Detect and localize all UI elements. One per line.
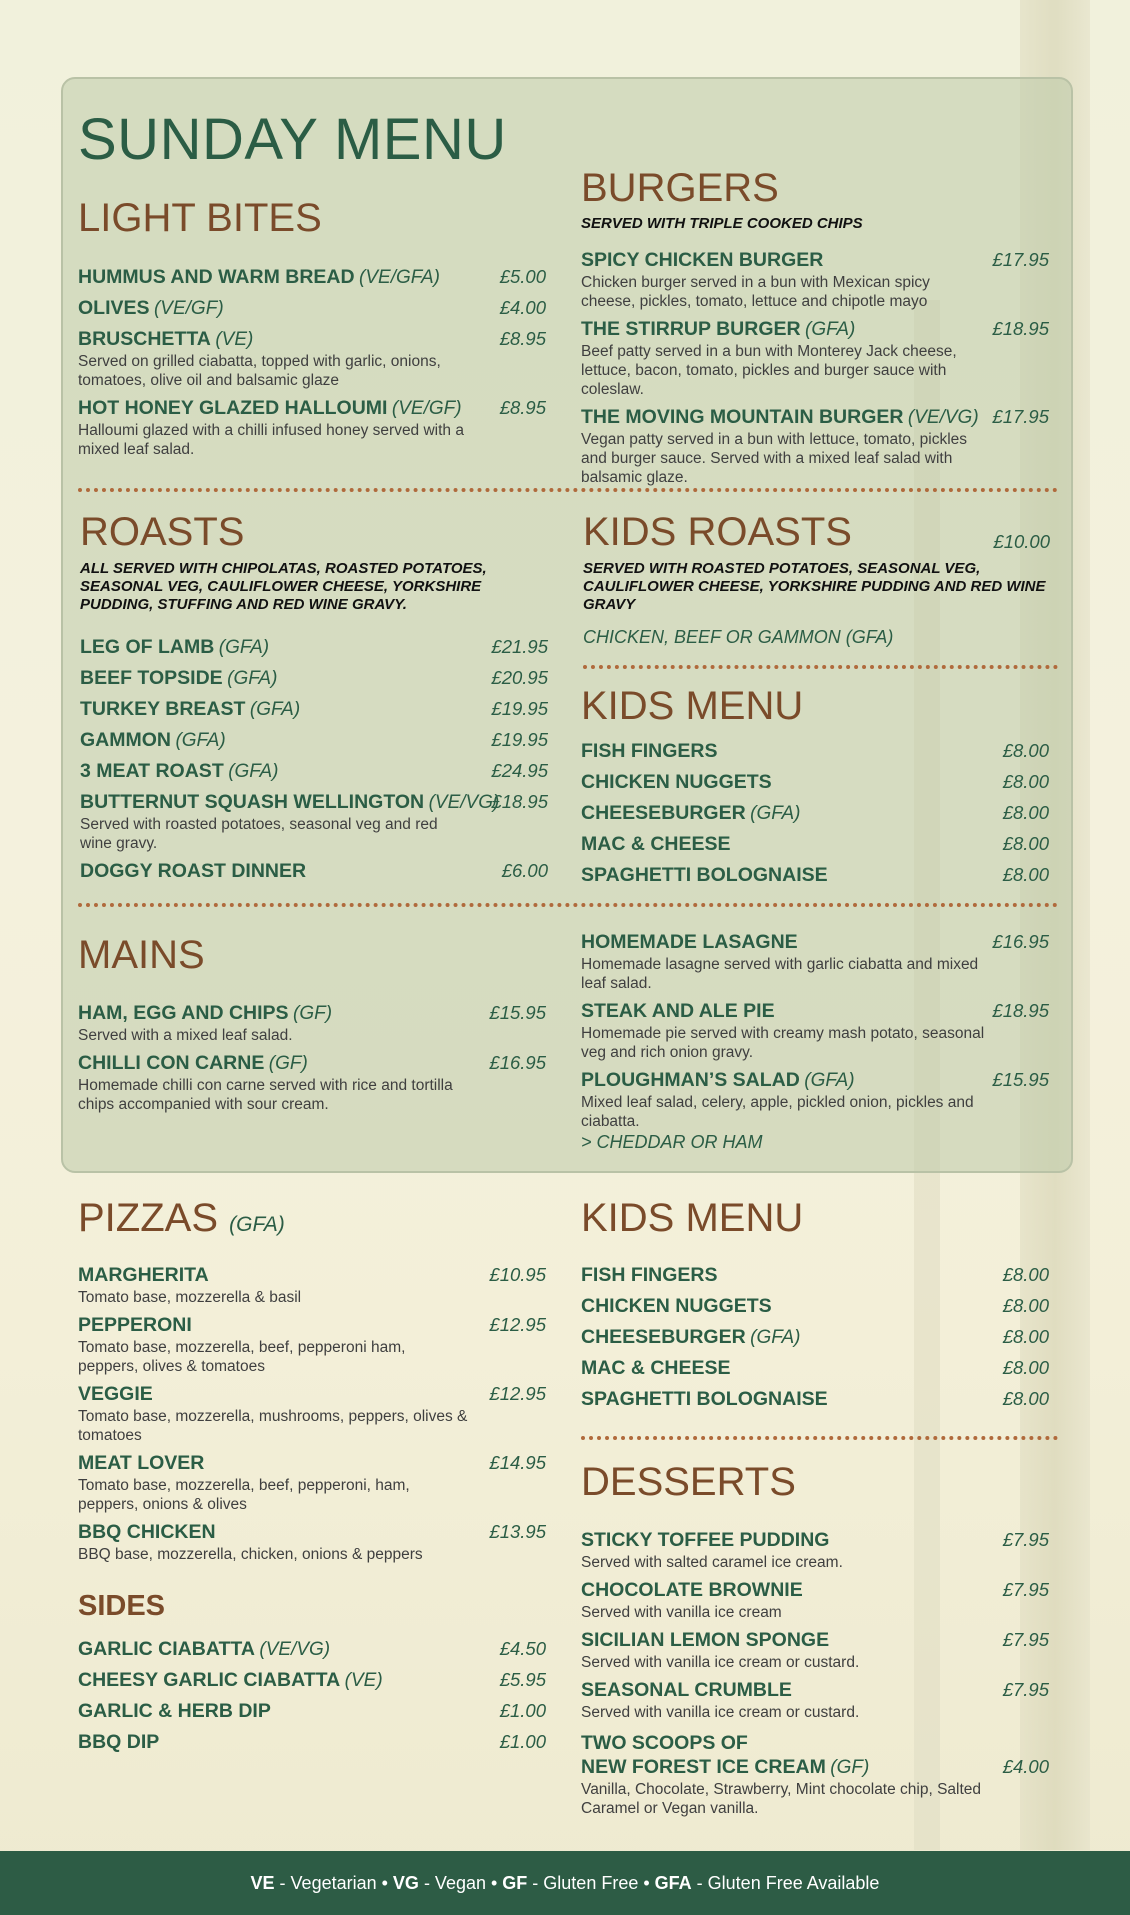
menu-item-row: [78, 328, 546, 352]
menu-item-row: [581, 1295, 1049, 1319]
item-price: £8.00: [1002, 1264, 1049, 1285]
menu-item-row: [581, 1069, 1049, 1093]
roasts-note: ALL SERVED WITH CHIPOLATAS, ROASTED POTATOES, SEASONAL VEG, CAULIFLOWER CHEESE, YORKSHIRE PUDDING, STUFFING AND RED WINE GRAVY.: [80, 560, 487, 613]
menu-item: [581, 249, 1049, 311]
item-price: £12.95: [489, 1383, 546, 1404]
legend-gf: GF: [502, 1873, 528, 1893]
item-tag: (GFA): [750, 803, 801, 824]
item-price: £8.95: [499, 397, 546, 418]
legend-vg-text: - Vegan •: [418, 1873, 503, 1893]
menu-item-row: [581, 249, 1049, 273]
menu-item-row: [80, 636, 548, 660]
item-tag: (GFA): [218, 637, 270, 658]
item-desc: Tomato base, mozzerella, beef, pepperoni ham, peppers, olives & tomatoes: [78, 1339, 406, 1375]
menu-item: [581, 1529, 1049, 1572]
menu-item-row: [78, 1731, 546, 1755]
menu-item-row: [581, 931, 1049, 955]
item-price: £15.95: [992, 1069, 1049, 1090]
kids-menu-list-2: [581, 1264, 1049, 1419]
item-price: £8.00: [1002, 802, 1049, 823]
item-name: FISH FINGERS: [581, 740, 718, 762]
ice-cream-line1-row: [581, 1732, 1049, 1756]
item-price: £7.95: [1002, 1579, 1049, 1600]
item-price: £16.95: [992, 931, 1049, 952]
menu-item-row: [581, 318, 1049, 342]
menu-item: [80, 698, 548, 722]
menu-item: [78, 1700, 546, 1724]
item-name: SPAGHETTI BOLOGNAISE: [581, 864, 828, 886]
item-price: £6.00: [501, 860, 548, 881]
kids-roasts-note: SERVED WITH ROASTED POTATOES, SEASONAL VEG, CAULIFLOWER CHEESE, YORKSHIRE PUDDING AND RED WINE GRAVY: [583, 560, 1046, 613]
roasts-heading: ROASTS: [80, 510, 245, 554]
item-desc: Mixed leaf salad, celery, apple, pickled onion, pickles and ciabatta.: [581, 1094, 974, 1130]
item-name: GARLIC CIABATTA: [78, 1638, 255, 1660]
item-name: BRUSCHETTA: [78, 328, 211, 350]
menu-item-row: [581, 1579, 1049, 1603]
menu-item-row: [78, 297, 546, 321]
item-price: £21.95: [491, 636, 548, 657]
menu-item-row: [78, 1669, 546, 1693]
item-price: £18.95: [491, 791, 548, 812]
item-name: STICKY TOFFEE PUDDING: [581, 1529, 830, 1551]
mains-right-list: [581, 931, 1049, 1138]
item-tag: (VE/GF): [153, 298, 224, 319]
roasts-list: [80, 636, 548, 891]
menu-item: [581, 1069, 1049, 1131]
item-price: £15.95: [489, 1002, 546, 1023]
kids-roasts-heading: KIDS ROASTS: [583, 510, 852, 554]
item-name: BBQ DIP: [78, 1731, 160, 1753]
legend-ve-text: - Vegetarian •: [274, 1873, 393, 1893]
ice-cream-price: £4.00: [1002, 1756, 1049, 1777]
item-name: CHEESY GARLIC CIABATTA: [78, 1669, 341, 1691]
menu-item-row: [581, 771, 1049, 795]
item-price: £8.00: [1002, 864, 1049, 885]
light-bites-list: [78, 266, 546, 466]
item-price: £10.95: [489, 1264, 546, 1285]
item-tag: (GF): [293, 1003, 333, 1024]
item-name: SICILIAN LEMON SPONGE: [581, 1629, 830, 1651]
menu-item-row: [581, 1326, 1049, 1350]
item-name: BBQ CHICKEN: [78, 1521, 216, 1543]
menu-item-row: [581, 1000, 1049, 1024]
item-desc: Homemade lasagne served with garlic ciabatta and mixed leaf salad.: [581, 956, 979, 992]
menu-item: [78, 1731, 546, 1755]
item-name: CHICKEN NUGGETS: [581, 1295, 772, 1317]
page-title: SUNDAY MENU: [78, 107, 507, 172]
item-name: SEASONAL CRUMBLE: [581, 1679, 792, 1701]
ice-cream-tag: (GF): [830, 1757, 870, 1778]
menu-item: [581, 1629, 1049, 1672]
menu-item: [581, 318, 1049, 399]
sides-heading: SIDES: [78, 1590, 166, 1622]
item-tag: (GF): [268, 1053, 308, 1074]
menu-item: [581, 1326, 1049, 1350]
item-name: GAMMON: [80, 729, 171, 751]
item-price: £4.00: [499, 297, 546, 318]
item-price: £19.95: [491, 698, 548, 719]
menu-item: [581, 406, 1049, 487]
menu-item: [78, 1383, 546, 1445]
menu-item-row: [78, 397, 546, 421]
item-price: £17.95: [992, 406, 1049, 427]
light-bites-heading: LIGHT BITES: [78, 196, 322, 240]
burgers-note: SERVED WITH TRIPLE COOKED CHIPS: [581, 215, 863, 232]
menu-item-row: [78, 1264, 546, 1288]
menu-item-row: [581, 802, 1049, 826]
menu-item-row: [80, 729, 548, 753]
item-desc: Tomato base, mozzerella & basil: [78, 1289, 302, 1306]
item-desc: Tomato base, mozzerella, mushrooms, peppers, olives & tomatoes: [78, 1408, 468, 1444]
menu-item-row: [581, 1388, 1049, 1412]
item-name: OLIVES: [78, 297, 150, 319]
item-name: CHEESEBURGER: [581, 802, 746, 824]
menu-item-row: [78, 266, 546, 290]
menu-item: [80, 860, 548, 884]
item-desc: Served on grilled ciabatta, topped with garlic, onions, tomatoes, olive oil and balsamic glaze: [78, 353, 441, 389]
pizzas-heading-text: PIZZAS: [78, 1196, 219, 1240]
legend-ve: VE: [250, 1873, 275, 1893]
menu-item: [581, 802, 1049, 826]
item-name: SPAGHETTI BOLOGNAISE: [581, 1388, 828, 1410]
kids-menu-list: [581, 740, 1049, 895]
pizzas-list: [78, 1264, 546, 1571]
item-name: CHEESEBURGER: [581, 1326, 746, 1348]
item-price: £4.50: [499, 1638, 546, 1659]
item-tag: (VE/GF): [391, 398, 462, 419]
item-name: CHICKEN NUGGETS: [581, 771, 772, 793]
item-name: THE MOVING MOUNTAIN BURGER: [581, 406, 904, 428]
menu-item: [581, 1679, 1049, 1722]
item-name: DOGGY ROAST DINNER: [80, 860, 307, 882]
item-price: £24.95: [491, 760, 548, 781]
divider-dots: [78, 488, 1058, 492]
menu-item: [78, 1452, 546, 1514]
mains-left-list: [78, 1002, 546, 1121]
menu-item-row: [581, 833, 1049, 857]
item-name: VEGGIE: [78, 1383, 153, 1405]
item-name: STEAK AND ALE PIE: [581, 1000, 775, 1022]
menu-item-row: [78, 1521, 546, 1545]
item-price: £8.00: [1002, 1326, 1049, 1347]
item-tag: (GFA): [228, 761, 279, 782]
item-desc: Served with roasted potatoes, seasonal veg and red wine gravy.: [80, 816, 438, 852]
menu-item: [78, 1314, 546, 1376]
sides-list: [78, 1638, 546, 1762]
menu-item: [581, 1579, 1049, 1622]
menu-item: [80, 636, 548, 660]
item-tag: (VE/GFA): [359, 267, 440, 288]
menu-item-row: [581, 1629, 1049, 1653]
menu-item-row: [78, 1314, 546, 1338]
menu-item: [581, 931, 1049, 993]
item-price: £14.95: [489, 1452, 546, 1473]
item-price: £20.95: [491, 667, 548, 688]
menu-item: [78, 1002, 546, 1045]
burgers-heading: BURGERS: [581, 166, 779, 210]
menu-item: [80, 791, 548, 853]
item-tag: (VE): [215, 329, 254, 350]
legend-vg: VG: [392, 1873, 419, 1893]
ice-cream-line1: TWO SCOOPS OF: [581, 1732, 748, 1754]
item-tag: (GFA): [750, 1327, 801, 1348]
item-price: £8.00: [1002, 740, 1049, 761]
item-price: £19.95: [491, 729, 548, 750]
ice-cream-item: [581, 1732, 1049, 1818]
menu-item: [78, 1264, 546, 1307]
burgers-list: [581, 249, 1049, 494]
item-name: TURKEY BREAST: [80, 698, 246, 720]
menu-item-row: [581, 864, 1049, 888]
item-name: HOMEMADE LASAGNE: [581, 931, 798, 953]
item-name: FISH FINGERS: [581, 1264, 718, 1286]
menu-item: [581, 1000, 1049, 1062]
item-price: £17.95: [992, 249, 1049, 270]
kids-menu-heading: KIDS MENU: [581, 684, 804, 728]
item-name: BEEF TOPSIDE: [80, 667, 223, 689]
menu-item: [78, 1052, 546, 1114]
menu-item-row: [80, 791, 548, 815]
item-name: 3 MEAT ROAST: [80, 760, 224, 782]
menu-item-row: [80, 698, 548, 722]
ice-cream-desc: Vanilla, Chocolate, Strawberry, Mint chocolate chip, Salted Caramel or Vegan vanilla.: [581, 1781, 982, 1817]
item-tag: (GFA): [175, 730, 226, 751]
menu-item: [581, 864, 1049, 888]
item-tag: (GFA): [227, 668, 278, 689]
menu-item-row: [581, 406, 1049, 430]
item-name: MARGHERITA: [78, 1264, 209, 1286]
menu-item: [78, 1638, 546, 1662]
item-name: SPICY CHICKEN BURGER: [581, 249, 824, 271]
menu-item: [581, 833, 1049, 857]
menu-item: [78, 1669, 546, 1693]
item-desc: Served with vanilla ice cream or custard.: [581, 1654, 860, 1671]
item-desc: Served with salted caramel ice cream.: [581, 1554, 843, 1571]
mains-heading: MAINS: [78, 933, 205, 977]
menu-item: [581, 771, 1049, 795]
item-price: £8.00: [1002, 771, 1049, 792]
item-price: £5.00: [499, 266, 546, 287]
legend-gf-text: - Gluten Free •: [527, 1873, 655, 1893]
item-tag: (GFA): [804, 1070, 855, 1091]
menu-item: [78, 397, 546, 459]
menu-item-row: [80, 667, 548, 691]
menu-item: [581, 1264, 1049, 1288]
menu-item-row: [581, 1529, 1049, 1553]
menu-item-row: [581, 1264, 1049, 1288]
menu-item-row: [80, 860, 548, 884]
ice-cream-row: [581, 1756, 1049, 1780]
menu-item: [78, 266, 546, 290]
item-name: CHOCOLATE BROWNIE: [581, 1579, 803, 1601]
item-price: £18.95: [992, 1000, 1049, 1021]
item-tag: (VE/VG): [259, 1639, 331, 1660]
item-desc: Vegan patty served in a bun with lettuce, tomato, pickles and burger sauce. Served with a mixed leaf salad with balsamic glaze.: [581, 431, 968, 486]
menu-item-row: [581, 740, 1049, 764]
item-desc: Chicken burger served in a bun with Mexican spicy cheese, pickles, tomato, lettuce and chipotle mayo: [581, 274, 930, 310]
menu-item-row: [581, 1679, 1049, 1703]
item-desc: Halloumi glazed with a chilli infused honey served with a mixed leaf salad.: [78, 422, 464, 458]
item-name: MEAT LOVER: [78, 1452, 205, 1474]
ploughman-extra: > CHEDDAR OR HAM: [581, 1132, 763, 1152]
item-name: CHILLI CON CARNE: [78, 1052, 265, 1074]
item-name: BUTTERNUT SQUASH WELLINGTON: [80, 791, 425, 813]
divider-dots: [78, 903, 1058, 907]
item-name: PLOUGHMAN’S SALAD: [581, 1069, 800, 1091]
item-name: HOT HONEY GLAZED HALLOUMI: [78, 397, 388, 419]
ice-cream-name: NEW FOREST ICE CREAM: [581, 1756, 826, 1778]
item-price: £13.95: [489, 1521, 546, 1542]
item-desc: Tomato base, mozzerella, beef, pepperoni, ham, peppers, onions & olives: [78, 1477, 410, 1513]
desserts-heading: DESSERTS: [581, 1460, 796, 1504]
kids-roasts-option: CHICKEN, BEEF OR GAMMON (GFA): [583, 627, 894, 647]
item-price: £8.00: [1002, 833, 1049, 854]
divider-dots: [583, 665, 1058, 669]
item-desc: Served with vanilla ice cream or custard.: [581, 1704, 860, 1721]
menu-item: [581, 1357, 1049, 1381]
legend-gfa: GFA: [654, 1873, 692, 1893]
item-desc: BBQ base, mozzerella, chicken, onions & peppers: [78, 1546, 423, 1563]
item-desc: Homemade pie served with creamy mash potato, seasonal veg and rich onion gravy.: [581, 1025, 985, 1061]
item-price: £5.95: [499, 1669, 546, 1690]
item-tag: (VE/VG): [907, 407, 979, 428]
pizzas-heading: [78, 1196, 285, 1241]
menu-item-row: [581, 1357, 1049, 1381]
divider-dots: [581, 1436, 1058, 1440]
item-desc: Served with vanilla ice cream: [581, 1604, 782, 1621]
item-price: £1.00: [499, 1731, 546, 1752]
kids-roasts-price: £10.00: [993, 531, 1050, 552]
menu-item-row: [78, 1452, 546, 1476]
item-price: £8.00: [1002, 1388, 1049, 1409]
menu-item: [80, 667, 548, 691]
kids-menu-heading-2: KIDS MENU: [581, 1196, 804, 1240]
menu-item: [78, 1521, 546, 1564]
footer-legend: [0, 1851, 1130, 1915]
desserts-list: [581, 1529, 1049, 1729]
item-tag: (VE): [344, 1670, 383, 1691]
menu-item: [581, 1388, 1049, 1412]
menu-item: [78, 297, 546, 321]
menu-item: [581, 1295, 1049, 1319]
item-tag: (GFA): [805, 319, 856, 340]
item-name: HUMMUS AND WARM BREAD: [78, 266, 355, 288]
pizzas-tag: (GFA): [229, 1213, 285, 1236]
menu-item: [78, 328, 546, 390]
menu-item-row: [80, 760, 548, 784]
legend-gfa-text: - Gluten Free Available: [691, 1873, 880, 1893]
item-price: £12.95: [489, 1314, 546, 1335]
item-price: £8.95: [499, 328, 546, 349]
item-name: PEPPERONI: [78, 1314, 192, 1336]
item-tag: (GFA): [249, 699, 301, 720]
item-name: THE STIRRUP BURGER: [581, 318, 801, 340]
item-name: MAC & CHEESE: [581, 1357, 731, 1379]
item-price: £1.00: [499, 1700, 546, 1721]
item-name: HAM, EGG AND CHIPS: [78, 1002, 289, 1024]
menu-item-row: [78, 1700, 546, 1724]
menu-item: [80, 729, 548, 753]
item-name: GARLIC & HERB DIP: [78, 1700, 271, 1722]
menu-item-row: [78, 1383, 546, 1407]
item-price: £7.95: [1002, 1529, 1049, 1550]
item-price: £7.95: [1002, 1679, 1049, 1700]
menu-item-row: [78, 1052, 546, 1076]
item-desc: Served with a mixed leaf salad.: [78, 1027, 293, 1044]
menu-item: [80, 760, 548, 784]
item-tag: (VE/VG): [428, 792, 500, 813]
item-name: MAC & CHEESE: [581, 833, 731, 855]
item-price: £8.00: [1002, 1357, 1049, 1378]
item-price: £7.95: [1002, 1629, 1049, 1650]
item-desc: Beef patty served in a bun with Monterey Jack cheese, lettuce, bacon, tomato, pickles and burger sauce with coleslaw.: [581, 343, 957, 398]
menu-item-row: [78, 1002, 546, 1026]
item-price: £16.95: [489, 1052, 546, 1073]
menu-item: [581, 740, 1049, 764]
item-price: £8.00: [1002, 1295, 1049, 1316]
item-desc: Homemade chilli con carne served with rice and tortilla chips accompanied with sour cream.: [78, 1077, 453, 1113]
item-price: £18.95: [992, 318, 1049, 339]
item-name: LEG OF LAMB: [80, 636, 215, 658]
menu-item-row: [78, 1638, 546, 1662]
